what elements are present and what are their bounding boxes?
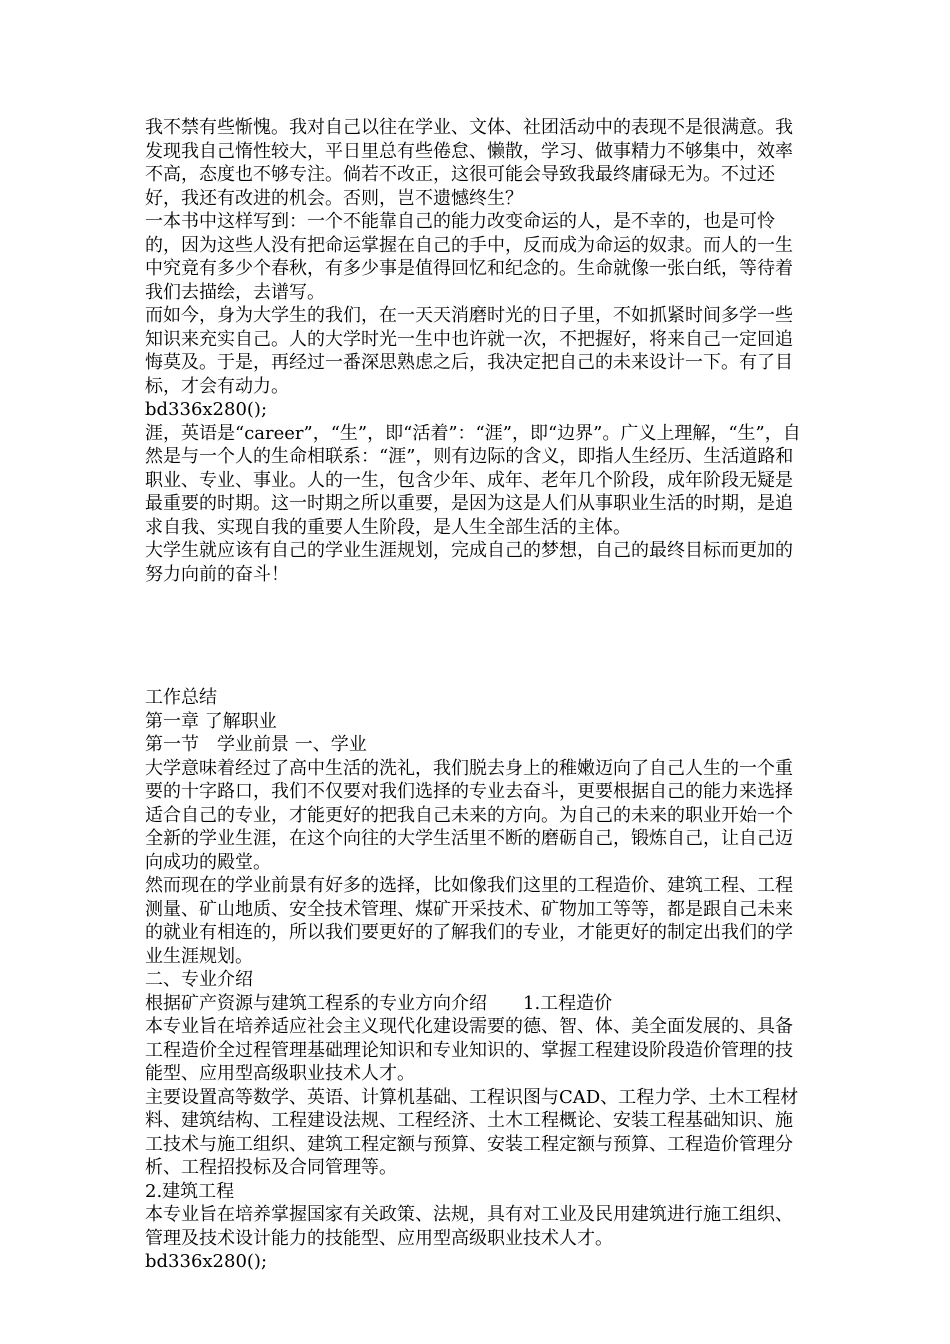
paragraph: 大学生就应该有自己的学业生涯规划，完成自己的梦想，自己的最终目标而更加的努力向前的奋斗！ <box>145 540 793 585</box>
subsection-heading: 二、专业介绍 <box>145 969 253 990</box>
paragraph: 根据矿产资源与建筑工程系的专业方向介绍 1.工程造价 <box>145 992 613 1014</box>
document-page <box>145 116 810 1274</box>
ad-code-line: bd336x280(); <box>145 399 268 420</box>
paragraph: 然而现在的学业前景有好多的选择，比如像我们这里的工程造价、建筑工程、工程测量、矿山地质、安全技术管理、煤矿开采技术、矿物加工等等，都是跟自己未来的就业有相连的，所以我们要更好的了解我们的专业，才能更好的制定出我们的学业生涯规划。 <box>145 875 793 967</box>
paragraph: 本专业旨在培养适应社会主义现代化建设需要的德、智、体、美全面发展的、具备工程造价全过程管理基础理论知识和专业知识的、掌握工程建设阶段造价管理的技能型、应用型高级职业技术人才。 <box>145 1016 793 1084</box>
paragraph: 本专业旨在培养掌握国家有关政策、法规，具有对工业及民用建筑进行施工组织、管理及技术设计能力的技能型、应用型高级职业技术人才。 <box>145 1204 793 1249</box>
paragraph: 主要设置高等数学、英语、计算机基础、工程识图与CAD、工程力学、土木工程材料、建筑结构、工程建设法规、工程经济、土木工程概论、安装工程基础知识、施工技术与施工组织、建筑工程定额与预算、安装工程定额与预算、工程造价管理分析、工程招投标及合同管理等。 <box>145 1086 799 1178</box>
section-spacer <box>145 586 810 686</box>
chapter-heading: 第一章 了解职业 <box>145 710 277 732</box>
paragraph: 涯，英语是“career”，“生”，即“活着”：“涯”，即“边界”。广义上理解，“生”，自然是与一个人的生命相联系：“涯”，则有边际的含义，即指人生经历、生活道路和职业、专业、事业。人的一生，包含少年、成年、老年几个阶段，成年阶段无疑是最重要的时期。这一时期之所以重要，是因为这是人们从事职业生活的时期，是追求自我、实现自我的重要人生阶段，是人生全部生活的主体。 <box>145 422 801 538</box>
paragraph: 我不禁有些惭愧。我对自己以往在学业、文体、社团活动中的表现不是很满意。我发现我自己惰性较大，平日里总有些倦怠、懒散，学习、做事精力不够集中，效率不高，态度也不够专注。倘若不改正，这很可能会导致我最终庸碌无为。不过还好，我还有改进的机会。否则，岂不遗憾终生？ <box>145 117 793 209</box>
subsection-heading: 2.建筑工程 <box>145 1180 235 1202</box>
ad-code-line: bd336x280(); <box>145 1251 268 1272</box>
paragraph: 而如今，身为大学生的我们，在一天天消磨时光的日子里，不如抓紧时间多学一些知识来充实自己。人的大学时光一生中也许就一次，不把握好，将来自己一定回追悔莫及。于是，再经过一番深思熟虑之后，我决定把自己的未来设计一下。有了目标，才会有动力。 <box>145 305 793 397</box>
section-heading: 第一节 学业前景 一、学业 <box>145 734 367 755</box>
paragraph: 大学意味着经过了高中生活的洗礼，我们脱去身上的稚嫩迈向了自己人生的一个重要的十字路口，我们不仅要对我们选择的专业去奋斗，更要根据自己的能力来选择适合自己的专业，才能更好的把我自己未来的方向。为自己的未来的职业开始一个全新的学业生涯，在这个向往的大学生活里不断的磨砺自己，锻炼自己，让自己迈向成功的殿堂。 <box>145 757 793 873</box>
paragraph: 一本书中这样写到：一个不能靠自己的能力改变命运的人，是不幸的，也是可怜的，因为这些人没有把命运掌握在自己的手中，反而成为命运的奴隶。而人的一生中究竟有多少个春秋，有多少事是值得回忆和纪念的。生命就像一张白纸，等待着我们去描绘，去谱写。 <box>145 211 793 303</box>
document-title: 工作总结 <box>145 687 217 708</box>
